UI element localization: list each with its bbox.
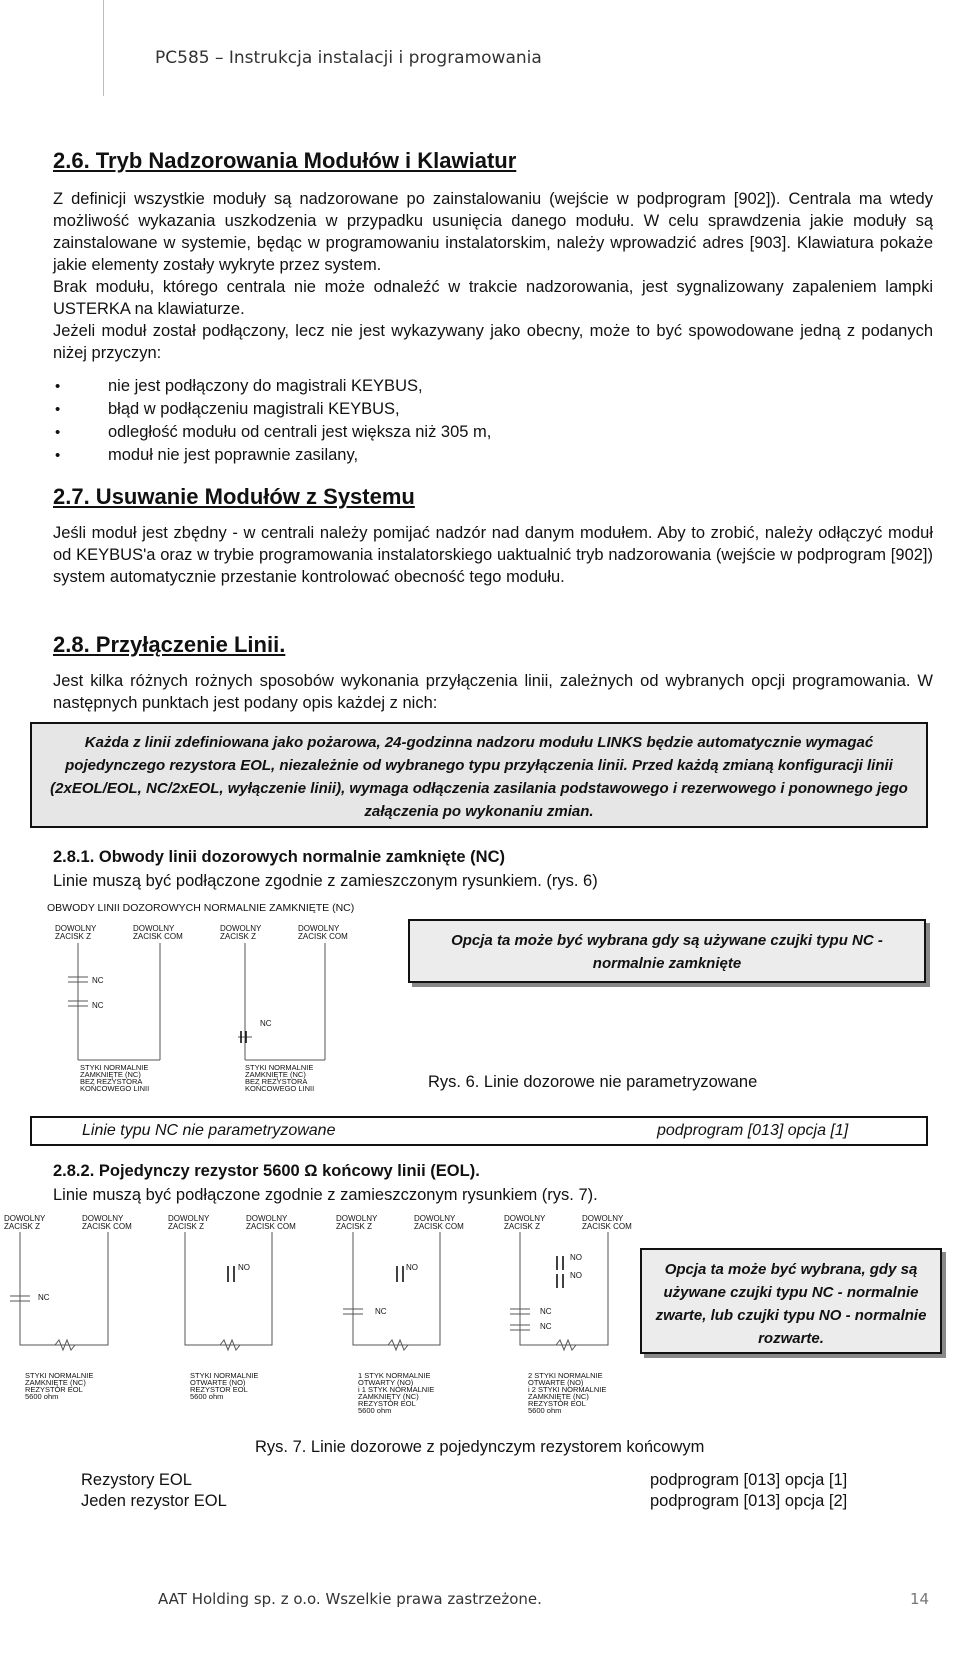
paragraph: Jeżeli moduł został podłączony, lecz nie jest wykazywany jako obecny, może to być spowodowane jedną z podanych niżej przyczyn: [53,322,933,362]
terminal-label: ZACISK COM [82,1222,132,1231]
contact-note: STYKI NORMALNIE [25,1371,94,1380]
terminal-label: ZACISK Z [4,1222,41,1231]
list-item: • odległość modułu od centrali jest większa niż 305 m, [53,421,491,444]
contact-note: BEZ REZYSTORA [80,1077,143,1086]
nc-label: NC [375,1307,387,1316]
document-header: PC585 – Instrukcja instalacji i programowania [155,48,542,68]
nc-option-row [30,1116,928,1146]
contact-note: OTWARTE (NO) [190,1378,246,1387]
list-item: • nie jest podłączony do magistrali KEYBUS, [53,375,491,398]
eol-wiring-diagram [0,1210,640,1425]
figure-6-caption: Rys. 6. Linie dozorowe nie parametryzowane [428,1073,758,1091]
option-value: podprogram [013] opcja [1] [650,1471,848,1489]
nc-label: NC [92,1001,104,1010]
terminal-label: ZACISK COM [133,932,183,941]
section-2-8-1-text: Linie muszą być podłączone zgodnie z zamieszczonym rysunkiem. (rys. 6) [53,872,598,890]
paragraph: Jest kilka różnych rożnych sposobów wykonania przyłączenia linii, zależnych od wybranych opcji programowania. W następnych punktach jest podany opis każdej z nich: [53,672,933,712]
terminal-label: ZACISK Z [168,1222,205,1231]
nc-label: NC [92,976,104,985]
contact-note: 5600 ohm [528,1406,562,1415]
nc-label: NC [540,1307,552,1316]
section-2-8-heading: 2.8. Przyłączenie Linii. [53,632,286,657]
contact-note: ZAMKNIĘTE (NC) [528,1392,589,1401]
contact-note: STYKI NORMALNIE [190,1371,259,1380]
contact-note: i 2 STYKI NORMALNIE [528,1385,607,1394]
terminal-label: DOWOLNY [55,924,97,933]
warning-box: Każda z linii zdefiniowana jako pożarowa, 24-godzinna nadzoru modułu LINKS będzie automatycznie wymagać pojedynczego rezystora EOL, niezależnie od wybranego typu przyłączenia linii. Przed każdą zmianą konfiguracji linii (2xEOL/EOL, NC/2xEOL, wyłączenie linii), wymaga odłączenia zasilania podstawowego i rezerwowego i ponownego jego załączenia po wykonaniu zmian. [30,722,928,828]
terminal-label: ZACISK Z [504,1222,541,1231]
nc-label: NC [540,1322,552,1331]
contact-note: ZAMKNIĘTE (NC) [245,1070,306,1079]
contact-note: OTWARTY (NO) [358,1378,414,1387]
list-item: • błąd w podłączeniu magistrali KEYBUS, [53,398,491,421]
section-2-8-1-heading: 2.8.1. Obwody linii dozorowych normalnie zamknięte (NC) [53,848,505,866]
paragraph: Brak modułu, którego centrala nie może odnaleźć w trakcie nadzorowania, jest sygnalizowany zapaleniem lampki USTERKA na klawiaturze. [53,278,933,318]
contact-note: 5600 ohm [358,1406,392,1415]
contact-note: ZAMKNIĘTE (NC) [25,1378,86,1387]
paragraph: Jeśli moduł jest zbędny - w centrali należy pomijać nadzór nad danym modułem. Aby to zrobić, należy odłączyć moduł od KEYBUS'a oraz w trybie programowania instalatorskiego uaktualnić tryb nadzorowania (wejście w podprogram [902]) system automatycznie przestanie kontrolować obecność tego modułu. [53,524,933,586]
terminal-label: ZACISK COM [246,1222,296,1231]
contact-note: REZYSTOR EOL [528,1399,586,1408]
contact-note: ZAMKNIĘTY (NC) [358,1392,419,1401]
terminal-label: ZACISK COM [582,1222,632,1231]
contact-note: REZYSTOR EOL [190,1385,248,1394]
contact-note: STYKI NORMALNIE [245,1063,314,1072]
terminal-label: ZACISK COM [414,1222,464,1231]
terminal-label: DOWOLNY [504,1214,546,1223]
list-item: • moduł nie jest poprawnie zasilany, [53,444,491,467]
terminal-label: DOWOLNY [4,1214,46,1223]
option-label: Jeden rezystor EOL [81,1492,227,1510]
contact-note: KOŃCOWEGO LINII [245,1084,315,1093]
no-label: NO [570,1253,582,1262]
terminal-label: ZACISK COM [298,932,348,941]
figure-7-caption: Rys. 7. Linie dozorowe z pojedynczym rezystorem końcowym [255,1438,705,1456]
paragraph: Z definicji wszystkie moduły są nadzorowane po zainstalowaniu (wejście w podprogram [902]). Centrala ma wtedy możliwość wykazania uszkodzenia w przypadku usunięcia danego modułu. W celu sprawdzenia jakie moduły są zainstalowane w systemie, będąc w programowaniu instalatorskim, należy wprowadzić adres [903]. Klawiatura pokaże jakie elementy zostały wykryte przez system. [53,190,933,274]
terminal-label: DOWOLNY [133,924,175,933]
contact-note: BEZ REZYSTORA [245,1077,308,1086]
terminal-label: ZACISK Z [55,932,92,941]
option-label: Rezystory EOL [81,1471,192,1489]
section-2-8-2-heading: 2.8.2. Pojedynczy rezystor 5600 Ω końcowy linii (EOL). [53,1162,480,1180]
terminal-label: DOWOLNY [246,1214,288,1223]
section-2-7-body [53,522,933,588]
contact-note: OTWARTE (NO) [528,1378,584,1387]
contact-note: ZAMKNIĘTE (NC) [80,1070,141,1079]
causes-list [53,375,491,467]
header-rule [103,0,104,96]
contact-note: 5600 ohm [25,1392,59,1401]
option-note-eol: Opcja ta może być wybrana, gdy są używane czujki typu NC - normalnie zwarte, lub czujki typu NO - normalnie rozwarte. [640,1248,942,1354]
contact-note: i 1 STYK NORMALNIE [358,1385,435,1394]
contact-note: 1 STYK NORMALNIE [358,1371,431,1380]
no-label: NO [570,1271,582,1280]
terminal-label: ZACISK Z [336,1222,373,1231]
option-value: podprogram [013] opcja [2] [650,1492,848,1510]
section-2-6-heading: 2.6. Tryb Nadzorowania Modułów i Klawiatur [53,148,517,173]
no-label: NO [406,1263,418,1272]
terminal-label: DOWOLNY [82,1214,124,1223]
terminal-label: DOWOLNY [298,924,340,933]
contact-note: KOŃCOWEGO LINII [80,1084,150,1093]
terminal-label: DOWOLNY [168,1214,210,1223]
diagram-title: OBWODY LINII DOZOROWYCH NORMALNIE ZAMKNIĘTE (NC) [47,902,355,914]
terminal-label: DOWOLNY [582,1214,624,1223]
contact-note: 5600 ohm [190,1392,224,1401]
nc-wiring-diagram [40,900,420,1100]
nc-label: NC [38,1293,50,1302]
option-note-nc: Opcja ta może być wybrana gdy są używane czujki typu NC - normalnie zamknięte [408,919,926,983]
contact-note: REZYSTOR EOL [358,1399,416,1408]
contact-note: 2 STYKI NORMALNIE [528,1371,603,1380]
terminal-label: DOWOLNY [220,924,262,933]
section-2-8-2-text: Linie muszą być podłączone zgodnie z zamieszczonym rysunkiem (rys. 7). [53,1186,598,1204]
contact-note: REZYSTOR EOL [25,1385,83,1394]
footer-company: AAT Holding sp. z o.o. Wszelkie prawa zastrzeżone. [158,1590,542,1608]
section-2-6-body [53,188,933,364]
section-2-8-body [53,670,933,714]
terminal-label: ZACISK Z [220,932,257,941]
section-2-7-heading: 2.7. Usuwanie Modułów z Systemu [53,484,415,509]
option-label: Linie typu NC nie parametryzowane [82,1122,336,1139]
terminal-label: DOWOLNY [336,1214,378,1223]
nc-label: NC [260,1019,272,1028]
option-value: podprogram [013] opcja [1] [657,1122,849,1139]
contact-note: STYKI NORMALNIE [80,1063,149,1072]
no-label: NO [238,1263,250,1272]
terminal-label: DOWOLNY [414,1214,456,1223]
page-number: 14 [910,1590,930,1608]
